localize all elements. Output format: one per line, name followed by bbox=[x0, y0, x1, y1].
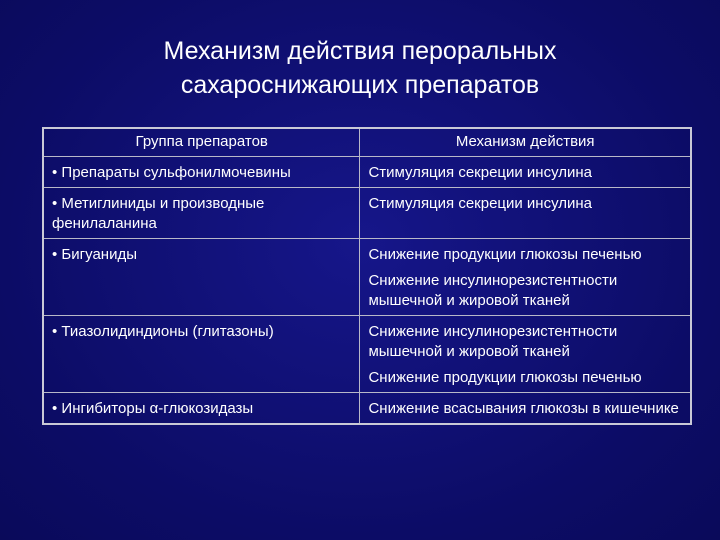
table-header-row bbox=[43, 128, 691, 157]
table-row bbox=[43, 393, 691, 425]
cell-mechanism bbox=[360, 157, 691, 188]
cell-mechanism bbox=[360, 393, 691, 425]
cell-drug-group: • Бигуаниды bbox=[43, 239, 360, 316]
slide-title-line-2: сахароснижающих препаратов bbox=[180, 71, 540, 99]
slide-title bbox=[0, 34, 720, 102]
table-row bbox=[43, 316, 691, 393]
cell-mechanism bbox=[360, 188, 691, 239]
mechanism-line: Снижение продукции глюкозы печенью bbox=[368, 369, 642, 386]
cell-mechanism bbox=[360, 316, 691, 393]
mechanism-line: Снижение инсулинорезистентности мышечной и жировой тканей bbox=[368, 323, 618, 360]
cell-drug-group: • Препараты сульфонилмочевины bbox=[43, 157, 360, 188]
cell-mechanism bbox=[360, 239, 691, 316]
cell-drug-group: • Ингибиторы α-глюкозидазы bbox=[43, 393, 360, 425]
mechanism-line: Снижение всасывания глюкозы в кишечнике bbox=[368, 400, 679, 417]
table-row bbox=[43, 157, 691, 188]
mechanism-table bbox=[42, 127, 692, 425]
header-drug-group: Группа препаратов bbox=[43, 128, 360, 157]
table-row bbox=[43, 188, 691, 239]
mechanism-line: Снижение инсулинорезистентности мышечной и жировой тканей bbox=[368, 272, 618, 309]
cell-drug-group: • Тиазолидиндионы (глитазоны) bbox=[43, 316, 360, 393]
cell-drug-group: • Метиглиниды и производные фенилаланина bbox=[43, 188, 360, 239]
slide-title-line-1: Механизм действия пероральных bbox=[163, 37, 557, 65]
table-row bbox=[43, 239, 691, 316]
header-mechanism: Механизм действия bbox=[360, 128, 691, 157]
mechanism-line: Стимуляция секреции инсулина bbox=[368, 164, 593, 181]
mechanism-line: Стимуляция секреции инсулина bbox=[368, 195, 593, 212]
mechanism-line: Снижение продукции глюкозы печенью bbox=[368, 246, 642, 263]
